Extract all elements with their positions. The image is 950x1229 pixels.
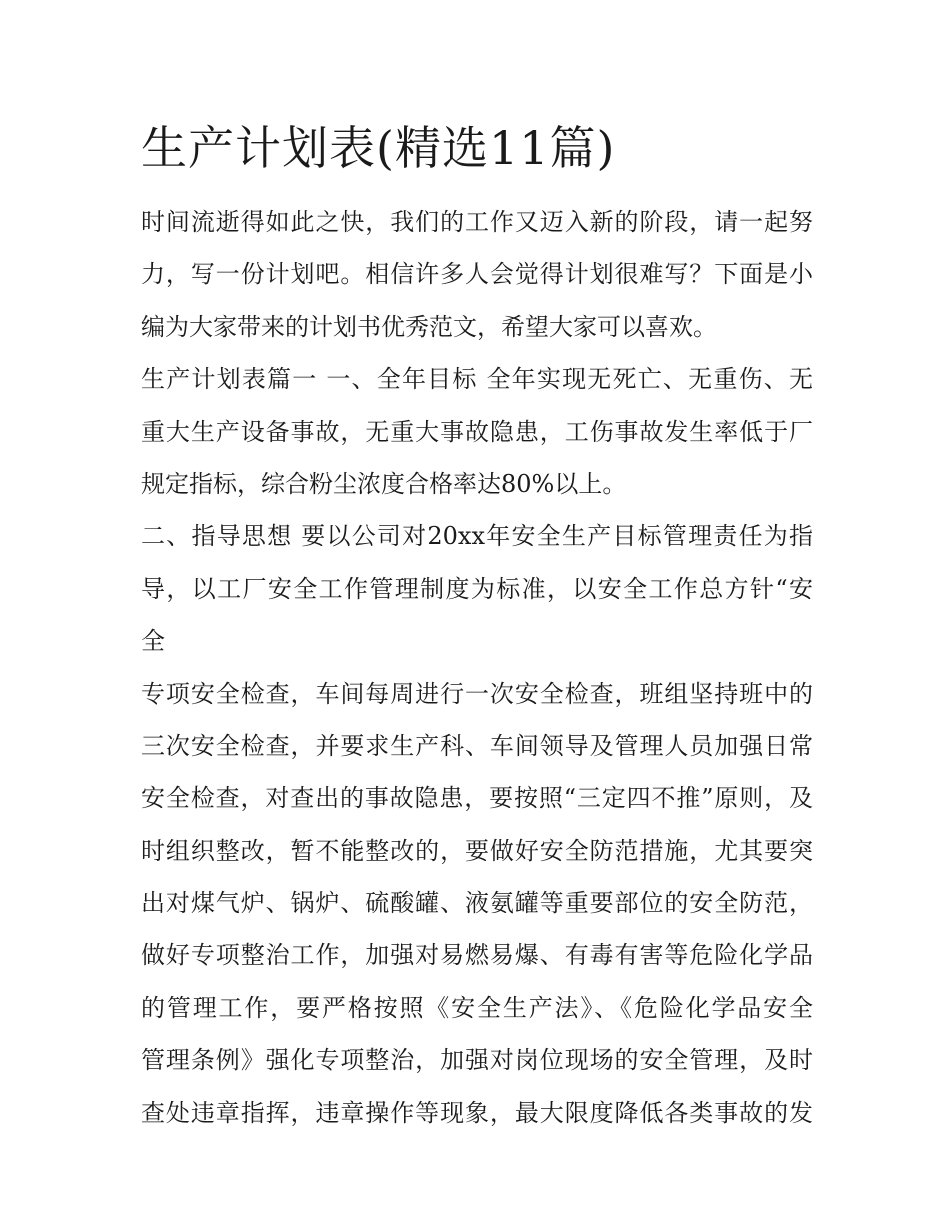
body-line: 二、指导思想 要以公司对20xx年安全生产目标管理责任为指	[141, 522, 813, 551]
body-line: 编为大家带来的计划书优秀范文，希望大家可以喜欢。	[141, 312, 717, 341]
document-body	[141, 196, 813, 1139]
body-line: 规定指标，综合粉尘浓度合格率达80%以上。	[141, 469, 627, 498]
body-line: 出对煤气炉、锅炉、硫酸罐、液氨罐等重要部位的安全防范，	[141, 889, 813, 918]
document-title: 生产计划表(精选11篇)	[141, 121, 616, 175]
body-line: 时间流逝得如此之快，我们的工作又迈入新的阶段，请一起努	[141, 208, 813, 236]
body-line: 导，以工厂安全工作管理制度为标准，以安全工作总方针“安	[141, 574, 813, 603]
body-line: 查处违章指挥，违章操作等现象，最大限度降低各类事故的发	[141, 1098, 813, 1127]
body-line: 做好专项整治工作，加强对易燃易爆、有毒有害等危险化学品	[141, 941, 813, 970]
body-line: 安全检查，对查出的事故隐患，要按照“三定四不推”原则，及	[141, 784, 813, 813]
body-line: 三次安全检查，并要求生产科、车间领导及管理人员加强日常	[141, 731, 813, 760]
body-line: 力，写一份计划吧。相信许多人会觉得计划很难写？下面是小	[141, 260, 813, 289]
body-line: 的管理工作，要严格按照《安全生产法》、《危险化学品安全	[141, 993, 813, 1022]
body-line: 时组织整改，暂不能整改的，要做好安全防范措施，尤其要突	[141, 836, 813, 865]
body-line: 生产计划表篇一 一、全年目标 全年实现无死亡、无重伤、无	[141, 365, 813, 394]
body-line: 重大生产设备事故，无重大事故隐患，工伤事故发生率低于厂	[141, 417, 813, 446]
body-line: 管理条例》强化专项整治，加强对岗位现场的安全管理，及时	[141, 1046, 813, 1075]
document-page	[141, 118, 813, 1139]
body-line: 全	[141, 627, 165, 656]
body-line: 专项安全检查，车间每周进行一次安全检查，班组坚持班中的	[141, 679, 813, 708]
